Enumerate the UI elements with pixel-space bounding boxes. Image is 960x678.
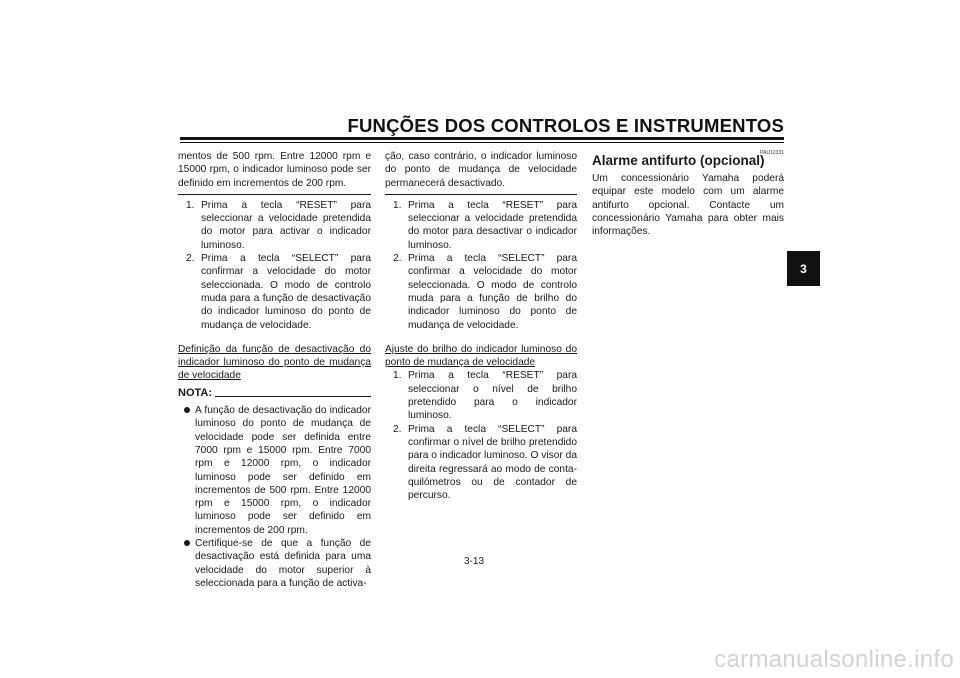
section-code: PAU12331: [760, 150, 784, 156]
list-item: 2. Prima a tecla “SELECT” para confirmar a velocidade do motor seleccionada. O modo de controlo muda para a função de desactivação do indicador luminoso do ponto de mudança de velocidade.: [186, 253, 371, 331]
header-rule-thin: [180, 142, 784, 143]
column-2: [385, 150, 577, 502]
list-item: 1. Prima a tecla “RESET” para seleccionar a velocidade pretendida do motor para activar o indicador luminoso.: [186, 199, 371, 251]
bullet-icon: [184, 407, 190, 413]
nota-rule: [215, 396, 371, 397]
list-item: 2. Prima a tecla “SELECT” para confirmar o nível de brilho pretendido para o indicador luminoso. O visor da direita regressará ao modo de conta-quilómetros ou de contador de percurso.: [393, 423, 577, 502]
divider: [385, 194, 577, 195]
section-body: Um concessionário Yamaha poderá equipar este modelo com um alarme antifurto opcional. Contacte um concessionário Yamaha para obter mais informações.: [592, 173, 784, 238]
col2-steps: [385, 199, 577, 332]
column-3: [592, 150, 784, 238]
col2-steps-brightness: [385, 369, 577, 502]
bullet-icon: [184, 540, 190, 546]
bullet-item: Certifique-se de que a função de desactivação está definida para uma velocidade do motor superior à seleccionada para a função de activa-: [178, 537, 371, 590]
header-rule: [180, 137, 784, 140]
list-item: 2. Prima a tecla “SELECT” para confirmar a velocidade do motor seleccionada. O modo de controlo muda para a função de brilho do indicador luminoso do ponto de mudança de velocidade.: [393, 253, 577, 331]
page-header-title: FUNÇÕES DOS CONTROLOS E INSTRUMENTOS: [347, 115, 784, 136]
chapter-tab[interactable]: 3: [787, 251, 820, 286]
watermark: carmanualsonline.info: [714, 646, 954, 673]
bullet-item: A função de desactivação do indicador luminoso do ponto de mudança de velocidade pode ser definida entre 7000 rpm e 15000 rpm. Entre 7000 rpm e 12000 rpm, o indicador luminoso pode ser definido em incrementos de 500 rpm. Entre 12000 rpm e 15000 rpm, o indicador luminoso pode ser definido em incrementos de 200 rpm.: [178, 404, 371, 537]
list-item: 1. Prima a tecla “RESET” para seleccionar o nível de brilho pretendido para o indicador luminoso.: [393, 370, 577, 422]
nota-label: NOTA:: [178, 386, 213, 399]
nota-heading: [178, 387, 371, 400]
col1-steps: [178, 199, 371, 332]
col1-subheading: Definição da função de desactivação do indicador luminoso do ponto de mudança de velocidade: [178, 343, 371, 382]
section-title: Alarme antifurto (opcional): [592, 153, 765, 168]
divider: [178, 194, 371, 195]
col1-intro: mentos de 500 rpm. Entre 12000 rpm e 15000 rpm, o indicador luminoso pode ser definido em incrementos de 200 rpm.: [178, 151, 371, 189]
col2-intro: ção, caso contrário, o indicador luminoso do ponto de mudança de velocidade permanecerá desactivado.: [385, 151, 577, 189]
column-1: [178, 150, 371, 590]
page-number: 3-13: [464, 556, 485, 567]
nota-bullets: [178, 404, 371, 590]
col2-subheading: Ajuste do brilho do indicador luminoso do ponto de mudança de velocidade: [385, 343, 577, 369]
list-item: 1. Prima a tecla “RESET” para seleccionar a velocidade pretendida do motor para desactivar o indicador luminoso.: [393, 199, 577, 251]
